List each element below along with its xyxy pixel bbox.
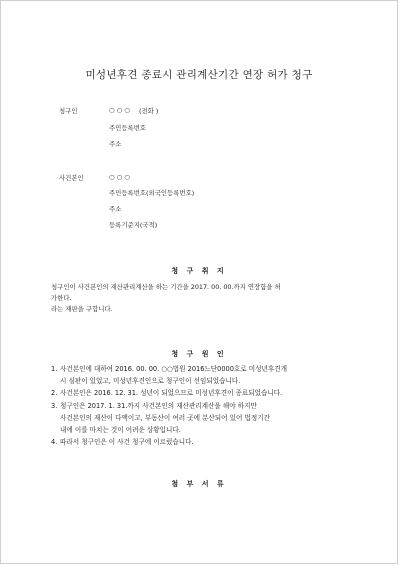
item-number: 3. [51,401,58,410]
purpose-line: 가한다. [51,294,72,302]
attachments-heading: 첨 부 서 류 [171,480,227,488]
item-number: 1. [51,365,58,373]
item-line: 사건본인에 대하여 2016. 00. 00. ○○법원 2016느단0000호로 미성년후견개 [60,365,287,373]
cause-heading: 청 구 원 인 [171,350,227,358]
item-line: 시 심판이 있었고, 미성년후견인으로 청구인이 선임되었습니다. [60,377,241,386]
principal-registry-label: 등록기준지(국적) [109,221,158,229]
list-item [51,436,371,448]
petitioner-name: ○ ○ ○ [109,106,130,114]
principal-id-label: 주민등록번호(외국인등록번호) [109,189,195,197]
item-number: 2. [51,389,58,398]
item-line: 따라서 청구인은 이 사건 청구에 이르렀습니다. [60,438,194,447]
principal-address-label: 주소 [109,205,122,213]
item-line: 사건본인은 2016. 12. 31. 성년이 되었으므로 미성년후견이 종료되었습니다. [60,389,283,398]
petitioner-label: 청구인 [59,107,78,115]
item-line: 내에 이를 마치는 것이 어려운 상황입니다. [60,426,181,435]
petitioner-address-label: 주소 [109,140,122,148]
cause-list [51,363,371,448]
petitioner-id-label: 주민등록번호 [109,124,147,132]
list-item [51,400,371,437]
principal-label: 사건본인 [59,174,84,182]
document-title: 미성년후견 종료시 관리계산기간 연장 허가 청구 [85,69,313,81]
purpose-heading: 청 구 취 지 [171,267,227,275]
item-line: 사건본인의 재산이 다액이고, 부동산이 여러 곳에 분산되어 있어 법정기간 [60,413,270,422]
principal-name: ○ ○ ○ [109,173,130,181]
item-number: 4. [51,438,58,447]
purpose-line: 라는 재판을 구합니다. [51,305,113,313]
list-item [51,387,371,399]
petitioner-phone: (전화 ) [139,107,159,115]
list-item [51,363,371,387]
purpose-text [51,282,363,315]
purpose-line: 청구인이 사건본인의 재산관리계산을 하는 기간을 2017. 00. 00.까지 연장함을 허 [51,283,281,291]
item-line: 청구인은 2017. 1. 31.까지 사건본인의 재산관리계산을 해야 하지만 [60,401,257,410]
